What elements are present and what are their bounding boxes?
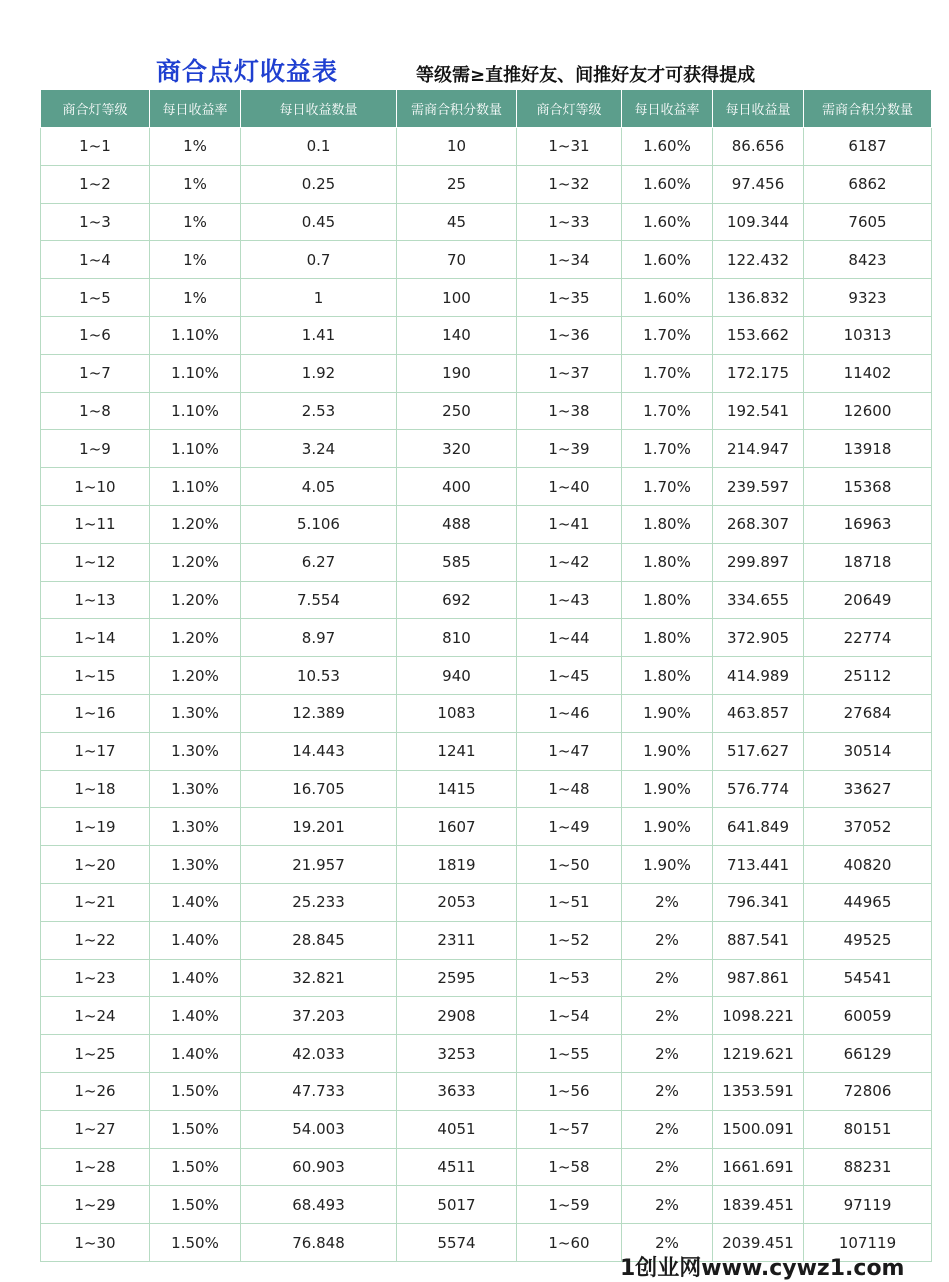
table-cell: 45	[397, 203, 517, 241]
table-cell: 97119	[804, 1186, 932, 1224]
table-row	[41, 543, 932, 581]
table-cell: 1~18	[41, 770, 150, 808]
page-title: 商合点灯收益表	[156, 57, 339, 86]
table-row	[41, 354, 932, 392]
table-cell: 1.80%	[622, 581, 713, 619]
table-cell: 76.848	[241, 1224, 397, 1262]
table-cell: 1.30%	[150, 846, 241, 884]
table-cell: 86.656	[713, 128, 804, 166]
table-header	[41, 90, 932, 128]
table-cell: 1~6	[41, 316, 150, 354]
table-cell: 1~5	[41, 279, 150, 317]
table-cell: 1~36	[517, 316, 622, 354]
table-cell: 8423	[804, 241, 932, 279]
table-cell: 1~1	[41, 128, 150, 166]
table-cell: 9323	[804, 279, 932, 317]
table-cell: 1.40%	[150, 997, 241, 1035]
table-row	[41, 1072, 932, 1110]
table-cell: 2%	[622, 1224, 713, 1262]
table-cell: 1~20	[41, 846, 150, 884]
table-cell: 1.60%	[622, 203, 713, 241]
table-cell: 4.05	[241, 468, 397, 506]
table-cell: 107119	[804, 1224, 932, 1262]
table-cell: 1~12	[41, 543, 150, 581]
table-cell: 8.97	[241, 619, 397, 657]
table-cell: 1~40	[517, 468, 622, 506]
table-cell: 1500.091	[713, 1110, 804, 1148]
table-cell: 1~28	[41, 1148, 150, 1186]
table-cell: 192.541	[713, 392, 804, 430]
table-row	[41, 770, 932, 808]
table-row	[41, 959, 932, 997]
page-header	[0, 52, 949, 92]
table-cell: 1~22	[41, 921, 150, 959]
table-cell: 2%	[622, 997, 713, 1035]
table-cell: 6862	[804, 165, 932, 203]
table-cell: 153.662	[713, 316, 804, 354]
table-cell: 1~35	[517, 279, 622, 317]
table-cell: 1~50	[517, 846, 622, 884]
table-cell: 1~17	[41, 732, 150, 770]
table-cell: 72806	[804, 1072, 932, 1110]
table-cell: 1~49	[517, 808, 622, 846]
table-cell: 400	[397, 468, 517, 506]
table-cell: 1.70%	[622, 430, 713, 468]
table-cell: 1~13	[41, 581, 150, 619]
table-cell: 1~37	[517, 354, 622, 392]
table-cell: 1241	[397, 732, 517, 770]
table-cell: 1~45	[517, 657, 622, 695]
table-cell: 1.50%	[150, 1186, 241, 1224]
table-cell: 13918	[804, 430, 932, 468]
header-row	[41, 90, 932, 128]
table-cell: 1~48	[517, 770, 622, 808]
table-cell: 49525	[804, 921, 932, 959]
table-cell: 109.344	[713, 203, 804, 241]
table-cell: 1415	[397, 770, 517, 808]
table-cell: 140	[397, 316, 517, 354]
table-cell: 1353.591	[713, 1072, 804, 1110]
table-cell: 1%	[150, 165, 241, 203]
column-header: 每日收益率	[150, 90, 241, 128]
table-cell: 239.597	[713, 468, 804, 506]
table-cell: 1.50%	[150, 1148, 241, 1186]
table-row	[41, 657, 932, 695]
table-cell: 1%	[150, 128, 241, 166]
table-cell: 80151	[804, 1110, 932, 1148]
table-cell: 2053	[397, 883, 517, 921]
table-cell: 1098.221	[713, 997, 804, 1035]
table-cell: 0.45	[241, 203, 397, 241]
table-cell: 30514	[804, 732, 932, 770]
table-cell: 488	[397, 505, 517, 543]
table-cell: 2%	[622, 1186, 713, 1224]
table-cell: 1.60%	[622, 128, 713, 166]
table-cell: 1~52	[517, 921, 622, 959]
table-cell: 18718	[804, 543, 932, 581]
table-cell: 2%	[622, 1072, 713, 1110]
table-cell: 60059	[804, 997, 932, 1035]
table-cell: 1~58	[517, 1148, 622, 1186]
table-cell: 54541	[804, 959, 932, 997]
table-cell: 1~26	[41, 1072, 150, 1110]
table-cell: 3633	[397, 1072, 517, 1110]
table-row	[41, 203, 932, 241]
table-cell: 1.80%	[622, 657, 713, 695]
table-cell: 2%	[622, 921, 713, 959]
table-row	[41, 128, 932, 166]
table-row	[41, 165, 932, 203]
table-cell: 10	[397, 128, 517, 166]
table-row	[41, 241, 932, 279]
table-cell: 19.201	[241, 808, 397, 846]
table-cell: 1.30%	[150, 694, 241, 732]
table-cell: 641.849	[713, 808, 804, 846]
table-cell: 1.70%	[622, 392, 713, 430]
table-cell: 5017	[397, 1186, 517, 1224]
table-cell: 22774	[804, 619, 932, 657]
table-cell: 1.80%	[622, 505, 713, 543]
table-cell: 2%	[622, 1148, 713, 1186]
table-cell: 1.90%	[622, 770, 713, 808]
table-cell: 33627	[804, 770, 932, 808]
table-cell: 713.441	[713, 846, 804, 884]
table-cell: 1.90%	[622, 846, 713, 884]
table-row	[41, 997, 932, 1035]
table-cell: 1.90%	[622, 694, 713, 732]
table-cell: 1~44	[517, 619, 622, 657]
table-cell: 517.627	[713, 732, 804, 770]
table-cell: 100	[397, 279, 517, 317]
table-cell: 796.341	[713, 883, 804, 921]
table-row	[41, 808, 932, 846]
table-cell: 1607	[397, 808, 517, 846]
table-cell: 27684	[804, 694, 932, 732]
table-cell: 1.70%	[622, 468, 713, 506]
table-cell: 2039.451	[713, 1224, 804, 1262]
table-cell: 372.905	[713, 619, 804, 657]
table-cell: 2%	[622, 959, 713, 997]
table-cell: 37.203	[241, 997, 397, 1035]
table-cell: 0.7	[241, 241, 397, 279]
table-cell: 585	[397, 543, 517, 581]
table-cell: 1.10%	[150, 430, 241, 468]
table-row	[41, 468, 932, 506]
table-cell: 60.903	[241, 1148, 397, 1186]
table-cell: 463.857	[713, 694, 804, 732]
table-cell: 136.832	[713, 279, 804, 317]
table-cell: 1661.691	[713, 1148, 804, 1186]
table-cell: 1.50%	[150, 1110, 241, 1148]
table-row	[41, 846, 932, 884]
table-cell: 16963	[804, 505, 932, 543]
table-cell: 2%	[622, 883, 713, 921]
table-row	[41, 1186, 932, 1224]
table-cell: 1~47	[517, 732, 622, 770]
table-cell: 1%	[150, 203, 241, 241]
table-cell: 1~59	[517, 1186, 622, 1224]
table-cell: 1~57	[517, 1110, 622, 1148]
table-cell: 88231	[804, 1148, 932, 1186]
table-cell: 1%	[150, 279, 241, 317]
table-cell: 15368	[804, 468, 932, 506]
table-cell: 1.10%	[150, 468, 241, 506]
table-cell: 940	[397, 657, 517, 695]
table-cell: 1.50%	[150, 1224, 241, 1262]
table-cell: 1~34	[517, 241, 622, 279]
table-cell: 1~19	[41, 808, 150, 846]
table-row	[41, 392, 932, 430]
table-cell: 1%	[150, 241, 241, 279]
table-cell: 1~4	[41, 241, 150, 279]
table-cell: 172.175	[713, 354, 804, 392]
table-cell: 21.957	[241, 846, 397, 884]
table-cell: 190	[397, 354, 517, 392]
table-cell: 44965	[804, 883, 932, 921]
table-row	[41, 921, 932, 959]
table-cell: 1~29	[41, 1186, 150, 1224]
table-cell: 14.443	[241, 732, 397, 770]
table-cell: 214.947	[713, 430, 804, 468]
table-cell: 1.80%	[622, 543, 713, 581]
table-cell: 1~15	[41, 657, 150, 695]
table-cell: 6.27	[241, 543, 397, 581]
table-cell: 1~11	[41, 505, 150, 543]
table-cell: 1~42	[517, 543, 622, 581]
table-cell: 42.033	[241, 1035, 397, 1073]
table-cell: 1.20%	[150, 543, 241, 581]
table-cell: 3.24	[241, 430, 397, 468]
table-cell: 1.90%	[622, 732, 713, 770]
table-cell: 299.897	[713, 543, 804, 581]
table-cell: 1~30	[41, 1224, 150, 1262]
table-cell: 68.493	[241, 1186, 397, 1224]
table-row	[41, 505, 932, 543]
table-cell: 1.10%	[150, 392, 241, 430]
table-cell: 1.40%	[150, 1035, 241, 1073]
table-cell: 1~60	[517, 1224, 622, 1262]
table-cell: 320	[397, 430, 517, 468]
table-cell: 0.1	[241, 128, 397, 166]
table-cell: 1.90%	[622, 808, 713, 846]
table-cell: 12600	[804, 392, 932, 430]
table-cell: 6187	[804, 128, 932, 166]
table-cell: 1~43	[517, 581, 622, 619]
table-cell: 1.30%	[150, 808, 241, 846]
table-cell: 37052	[804, 808, 932, 846]
table-cell: 0.25	[241, 165, 397, 203]
column-header: 每日收益率	[622, 90, 713, 128]
table-cell: 12.389	[241, 694, 397, 732]
table-cell: 54.003	[241, 1110, 397, 1148]
table-cell: 1~32	[517, 165, 622, 203]
table-cell: 1~46	[517, 694, 622, 732]
table-cell: 70	[397, 241, 517, 279]
table-cell: 1.20%	[150, 581, 241, 619]
table-cell: 268.307	[713, 505, 804, 543]
table-cell: 1219.621	[713, 1035, 804, 1073]
table-row	[41, 430, 932, 468]
table-cell: 1.70%	[622, 354, 713, 392]
table-cell: 576.774	[713, 770, 804, 808]
table-cell: 1.30%	[150, 732, 241, 770]
table-cell: 1~53	[517, 959, 622, 997]
table-cell: 97.456	[713, 165, 804, 203]
table-cell: 2.53	[241, 392, 397, 430]
table-cell: 250	[397, 392, 517, 430]
table-row	[41, 1148, 932, 1186]
column-header: 商合灯等级	[517, 90, 622, 128]
table-cell: 1~24	[41, 997, 150, 1035]
table-cell: 1~25	[41, 1035, 150, 1073]
table-cell: 66129	[804, 1035, 932, 1073]
table-cell: 1083	[397, 694, 517, 732]
column-header: 每日收益量	[713, 90, 804, 128]
earnings-table	[40, 89, 932, 1262]
table-cell: 1.60%	[622, 241, 713, 279]
table-cell: 1.20%	[150, 505, 241, 543]
table-cell: 1.92	[241, 354, 397, 392]
table-cell: 2%	[622, 1110, 713, 1148]
table-cell: 7605	[804, 203, 932, 241]
table-cell: 1~3	[41, 203, 150, 241]
table-cell: 1~55	[517, 1035, 622, 1073]
table-cell: 1.40%	[150, 921, 241, 959]
table-cell: 1.40%	[150, 883, 241, 921]
table-cell: 25.233	[241, 883, 397, 921]
table-cell: 1~16	[41, 694, 150, 732]
table-cell: 1~7	[41, 354, 150, 392]
table-cell: 32.821	[241, 959, 397, 997]
table-cell: 887.541	[713, 921, 804, 959]
table-cell: 1839.451	[713, 1186, 804, 1224]
table-cell: 5.106	[241, 505, 397, 543]
table-cell: 5574	[397, 1224, 517, 1262]
table-cell: 47.733	[241, 1072, 397, 1110]
table-cell: 1~9	[41, 430, 150, 468]
table-cell: 1.10%	[150, 354, 241, 392]
table-row	[41, 619, 932, 657]
site-watermark: 1创业网www.cywz1.com	[620, 1256, 905, 1281]
table-cell: 1.30%	[150, 770, 241, 808]
table-cell: 1.60%	[622, 165, 713, 203]
table-cell: 334.655	[713, 581, 804, 619]
table-cell: 1~23	[41, 959, 150, 997]
table-cell: 2595	[397, 959, 517, 997]
table-cell: 7.554	[241, 581, 397, 619]
table-cell: 1~56	[517, 1072, 622, 1110]
table-cell: 1.20%	[150, 657, 241, 695]
table-cell: 28.845	[241, 921, 397, 959]
table-cell: 1~14	[41, 619, 150, 657]
table-cell: 1819	[397, 846, 517, 884]
column-header: 商合灯等级	[41, 90, 150, 128]
table-row	[41, 279, 932, 317]
table-row	[41, 883, 932, 921]
table-row	[41, 581, 932, 619]
table-cell: 11402	[804, 354, 932, 392]
table-cell: 1~51	[517, 883, 622, 921]
table-cell: 1~2	[41, 165, 150, 203]
table-cell: 4051	[397, 1110, 517, 1148]
table-cell: 1~38	[517, 392, 622, 430]
table-cell: 1~31	[517, 128, 622, 166]
table-cell: 414.989	[713, 657, 804, 695]
table-cell: 10313	[804, 316, 932, 354]
table-cell: 1~21	[41, 883, 150, 921]
table-cell: 1~41	[517, 505, 622, 543]
table-cell: 10.53	[241, 657, 397, 695]
table-cell: 692	[397, 581, 517, 619]
table-cell: 1.50%	[150, 1072, 241, 1110]
table-cell: 1.40%	[150, 959, 241, 997]
table-cell: 1.41	[241, 316, 397, 354]
table-row	[41, 694, 932, 732]
table-cell: 1.10%	[150, 316, 241, 354]
page-subtitle: 等级需≥直推好友、间推好友才可获得提成	[416, 65, 756, 86]
table-cell: 1	[241, 279, 397, 317]
table-cell: 1.80%	[622, 619, 713, 657]
table-row	[41, 1035, 932, 1073]
table-cell: 2908	[397, 997, 517, 1035]
column-header: 需商合积分数量	[804, 90, 932, 128]
table-cell: 1~54	[517, 997, 622, 1035]
table-cell: 122.432	[713, 241, 804, 279]
table-cell: 25112	[804, 657, 932, 695]
table-cell: 4511	[397, 1148, 517, 1186]
table-cell: 16.705	[241, 770, 397, 808]
column-header: 每日收益数量	[241, 90, 397, 128]
table-cell: 2311	[397, 921, 517, 959]
table-cell: 40820	[804, 846, 932, 884]
table-cell: 1~27	[41, 1110, 150, 1148]
table-cell: 3253	[397, 1035, 517, 1073]
table-cell: 1~33	[517, 203, 622, 241]
table-row	[41, 732, 932, 770]
table-cell: 1.20%	[150, 619, 241, 657]
table-cell: 987.861	[713, 959, 804, 997]
table-body	[41, 128, 932, 1262]
table-row	[41, 1110, 932, 1148]
table-cell: 1~8	[41, 392, 150, 430]
table-cell: 20649	[804, 581, 932, 619]
table-cell: 25	[397, 165, 517, 203]
column-header: 需商合积分数量	[397, 90, 517, 128]
table-cell: 1.60%	[622, 279, 713, 317]
table-cell: 1.70%	[622, 316, 713, 354]
table-row	[41, 316, 932, 354]
table-cell: 810	[397, 619, 517, 657]
table-cell: 2%	[622, 1035, 713, 1073]
table-cell: 1~39	[517, 430, 622, 468]
table-cell: 1~10	[41, 468, 150, 506]
